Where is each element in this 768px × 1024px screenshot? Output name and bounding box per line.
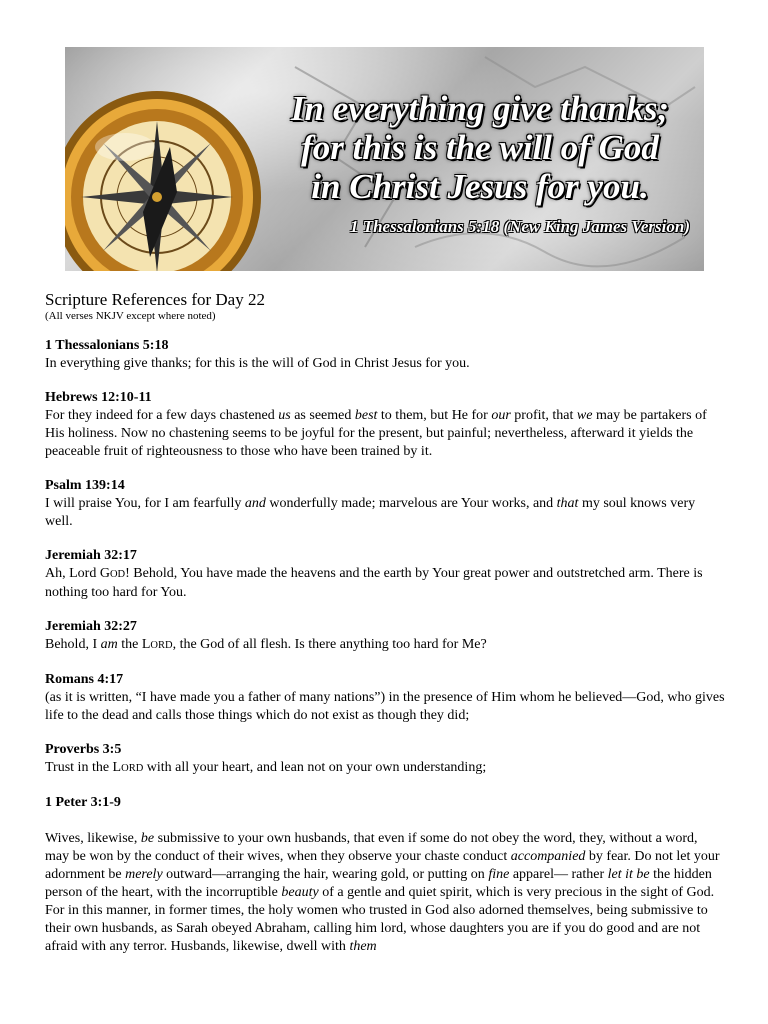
- verse-text: Behold, I: [45, 637, 101, 652]
- passage: [45, 337, 725, 373]
- emphasis-text: best: [354, 408, 378, 423]
- verse-text: Ah, Lord G: [45, 566, 110, 581]
- quote-line: In everything give thanks;: [290, 89, 670, 128]
- passage-heading: Jeremiah 32:27: [45, 619, 137, 634]
- passage-list: [45, 337, 725, 956]
- emphasis-text: them: [349, 939, 377, 954]
- passage-text: [45, 689, 725, 725]
- passage: [45, 618, 725, 655]
- passage-text: [45, 636, 725, 655]
- emphasis-text: that: [556, 496, 579, 511]
- emphasis-text: we: [576, 408, 593, 423]
- small-caps-text: ORD: [121, 763, 144, 774]
- passage: [45, 741, 725, 778]
- compass-icon: [65, 91, 261, 271]
- passage-text: [45, 495, 725, 531]
- verse-text: Wives, likewise,: [45, 831, 141, 846]
- verse-text: Trust in the L: [45, 760, 122, 775]
- passage-heading: Hebrews 12:10-11: [45, 390, 152, 405]
- passage-text: [45, 830, 725, 956]
- passage: [45, 794, 725, 956]
- verse-text: to them, but He for: [377, 408, 492, 423]
- page-title: Scripture References for Day 22: [45, 290, 265, 309]
- passage-heading: Jeremiah 32:17: [45, 548, 137, 563]
- verse-text: wonderfully made; marvelous are Your works, and: [265, 496, 557, 511]
- verse-text: ! Behold, You have made the heavens and the earth by Your great power and outstretched arm. There is nothing too hard for You.: [45, 566, 703, 600]
- passage: [45, 389, 725, 461]
- passage: [45, 671, 725, 725]
- emphasis-text: fine: [488, 867, 510, 882]
- verse-text: of a gentle and quiet spirit, which is very precious in the sight of God. For in this manner, in former times, the holy women who trusted in God also adorned themselves, being submissive to their own husbands, as Sarah obeyed Abraham, calling him lord, whose daughters you are if you do good and are not afraid with any terror. Husbands, likewise, dwell with: [45, 885, 715, 954]
- verse-text: outward—arranging the hair, wearing gold, or putting on: [162, 867, 489, 882]
- emphasis-text: beauty: [281, 885, 319, 900]
- banner-reference: 1 Thessalonians 5:18 (New King James Version): [349, 217, 690, 236]
- header-banner: [65, 47, 704, 271]
- passage-heading: 1 Peter 3:1-9: [45, 795, 121, 810]
- verse-text: by fear. Do not let your adornment be: [45, 849, 720, 882]
- verse-text: profit, that: [510, 408, 577, 423]
- passage-text: [45, 407, 725, 461]
- verse-text: (as it is written, “I have made you a father of many nations”) in the presence of Him whom he believed—God, who gives life to the dead and calls those things which do not exist as though they did;: [45, 690, 725, 723]
- quote-line: for this is the will of God: [301, 128, 659, 167]
- emphasis-text: am: [100, 637, 118, 652]
- passage-heading: Romans 4:17: [45, 672, 124, 687]
- verse-text: the L: [117, 637, 151, 652]
- banner-quote: [270, 89, 690, 206]
- emphasis-text: us: [278, 408, 291, 423]
- scripture-content: [45, 290, 725, 972]
- passage-heading: 1 Thessalonians 5:18: [45, 338, 169, 353]
- small-caps-text: ORD: [150, 640, 173, 651]
- verse-text: In everything give thanks; for this is the will of God in Christ Jesus for you.: [45, 356, 470, 371]
- passage-text: [45, 759, 725, 778]
- passage-text: [45, 355, 725, 373]
- verse-text: with all your heart, and lean not on your own understanding;: [143, 760, 487, 775]
- passage-heading: Psalm 139:14: [45, 478, 125, 493]
- emphasis-text: let it be: [607, 867, 650, 882]
- verse-text: as seemed: [290, 408, 355, 423]
- verse-text: may be partakers of His holiness. Now no chastening seems to be joyful for the present, but painful; nevertheless, afterward it yields the peaceable fruit of righteousness to those who have been trained by it.: [45, 408, 707, 459]
- emphasis-text: be: [140, 831, 155, 846]
- verse-text: submissive to your own husbands, that even if some do not obey the word, they, without a word, may be won by the conduct of their wives, when they observe your chaste conduct: [45, 831, 698, 864]
- emphasis-text: merely: [125, 867, 163, 882]
- verse-text: I will praise You, for I am fearfully: [45, 496, 245, 511]
- passage-heading: Proverbs 3:5: [45, 742, 122, 757]
- emphasis-text: and: [244, 496, 266, 511]
- verse-text: the hidden person of the heart, with the incorruptible: [45, 867, 712, 900]
- passage: [45, 477, 725, 531]
- page-subtitle: (All verses NKJV except where noted): [45, 310, 216, 322]
- quote-line: in Christ Jesus for you.: [311, 167, 649, 206]
- emphasis-text: accompanied: [510, 849, 586, 864]
- verse-text: For they indeed for a few days chastened: [45, 408, 279, 423]
- verse-text: my soul knows very well.: [45, 496, 696, 529]
- small-caps-text: OD: [109, 569, 126, 580]
- verse-text: , the God of all flesh. Is there anything too hard for Me?: [172, 637, 487, 652]
- passage: [45, 547, 725, 602]
- verse-text: apparel— rather: [509, 867, 608, 882]
- emphasis-text: our: [491, 408, 511, 423]
- passage-text: [45, 565, 725, 602]
